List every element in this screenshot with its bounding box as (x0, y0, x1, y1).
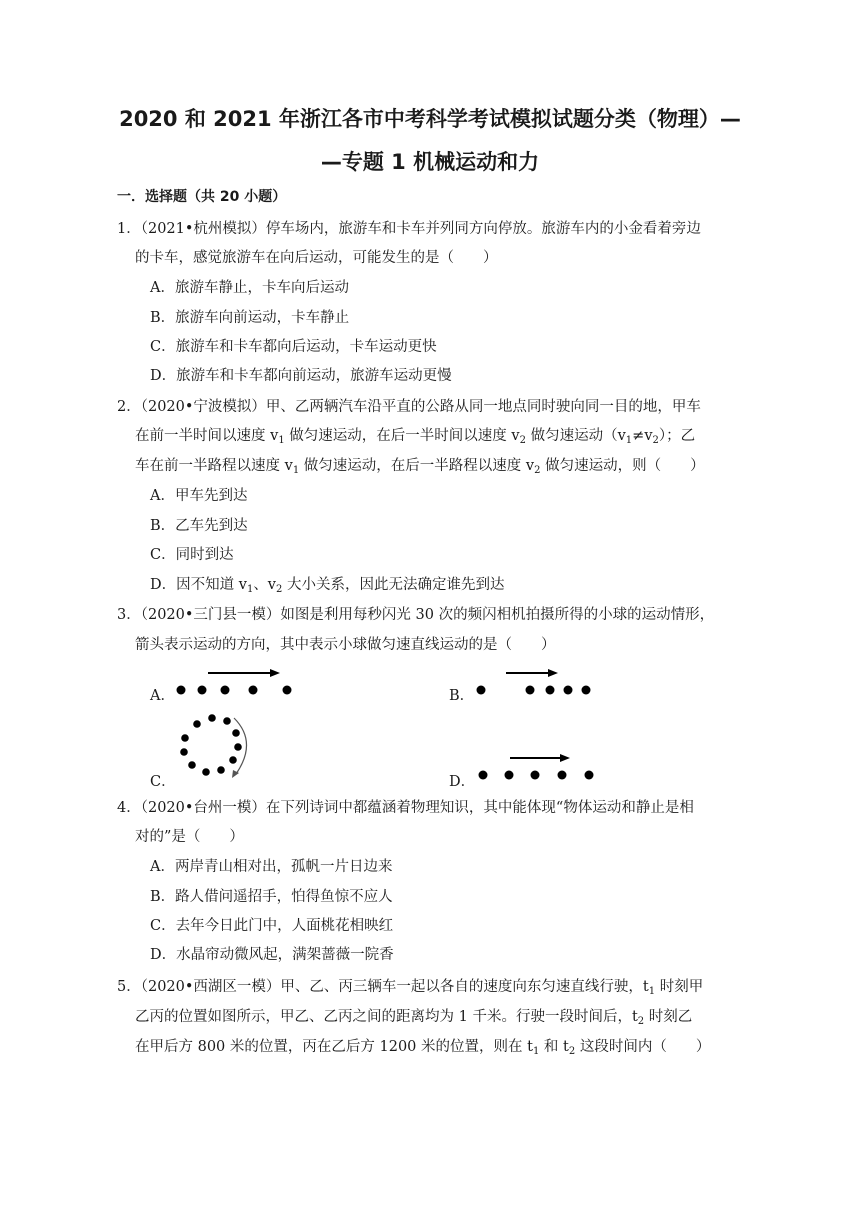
question-1-option-b: B．旅游车向前运动，卡车静止 (150, 310, 350, 326)
question-4-line-1: 4．（2020•台州一模）在下列诗词中都蕴涵着物理知识，其中能体现“物体运动和静止是相 (117, 800, 694, 816)
figure-c-label: C． (150, 774, 176, 790)
title-line-2: —专题 1 机械运动和力 (320, 150, 540, 174)
figure-b-strobe-diagram (470, 666, 600, 702)
question-3-line-2: 箭头表示运动的方向，其中表示小球做匀速直线运动的是（ ） (135, 637, 556, 653)
figure-b-label: B． (449, 688, 475, 704)
question-1-option-a: A．旅游车静止，卡车向后运动 (150, 280, 349, 296)
question-2-line-1: 2．（2020•宁波模拟）甲、乙两辆汽车沿平直的公路从同一地点同时驶向同一目的地，甲车 (117, 399, 701, 415)
figure-a-strobe-diagram (170, 666, 300, 702)
figure-a-label: A． (150, 688, 175, 704)
question-5-line-3: 在甲后方 800 米的位置，丙在乙后方 1200 米的位置，则在 $t_1$ 和 $t_2$ 这段时间内（ ） (135, 1039, 711, 1057)
question-1-line-2: 的卡车，感觉旅游车在向后运动，可能发生的是（ ） (135, 250, 498, 266)
question-4-option-b: B．路人借问遥招手，怕得鱼惊不应人 (150, 889, 393, 905)
question-3-line-1: 3．（2020•三门县一模）如图是利用每秒闪光 30 次的频闪相机拍摄所得的小球的运动情形， (117, 607, 715, 623)
question-5-line-2: 乙丙的位置如图所示，甲乙、乙丙之间的距离均为 1 千米。行驶一段时间后，$t_2$ 时刻乙 (135, 1009, 693, 1027)
title-line-1: 2020 和 2021 年浙江各市中考科学考试模拟试题分类（物理）— (119, 107, 741, 131)
question-1-line-1: 1．（2021•杭州模拟）停车场内，旅游车和卡车并列同方向停放。旅游车内的小金看着旁边 (117, 221, 701, 237)
question-4-line-2: 对的”是（ ） (135, 829, 244, 845)
question-2-line-2: 在前一半时间以速度 $v_1$ 做匀速运动，在后一半时间以速度 $v_2$ 做匀速运动$(v_1\ne v_2)$；乙 (135, 428, 696, 446)
section-header: 一．选择题（共 20 小题） (117, 189, 287, 205)
question-2-line-3: 车在前一半路程以速度 $v_1$ 做匀速运动，在后一半路程以速度 $v_2$ 做匀速运动，则（ ） (135, 458, 705, 476)
figure-d-strobe-diagram (470, 750, 605, 786)
question-4-option-d: D．水晶帘动微风起，满架蔷薇一院香 (150, 947, 394, 963)
figure-d-label: D． (449, 774, 476, 790)
question-5-line-1: 5．（2020•西湖区一模）甲、乙、丙三辆车一起以各自的速度向东匀速直线行驶，$t_1$ 时刻甲 (117, 979, 704, 997)
question-2-option-b: B．乙车先到达 (150, 518, 248, 534)
question-2-option-d: D．因不知道 $v_1$、$v_2$ 大小关系，因此无法确定谁先到达 (150, 577, 505, 595)
question-2-option-a: A．甲车先到达 (150, 488, 248, 504)
question-1-option-d: D．旅游车和卡车都向前运动，旅游车运动更慢 (150, 368, 452, 384)
question-2-option-c: C．同时到达 (150, 547, 234, 563)
question-4-option-c: C．去年今日此门中，人面桃花相映红 (150, 918, 394, 934)
figure-c-strobe-diagram (170, 712, 260, 782)
question-1-option-c: C．旅游车和卡车都向后运动，卡车运动更快 (150, 339, 437, 355)
question-4-option-a: A．两岸青山相对出，孤帆一片日边来 (150, 859, 393, 875)
